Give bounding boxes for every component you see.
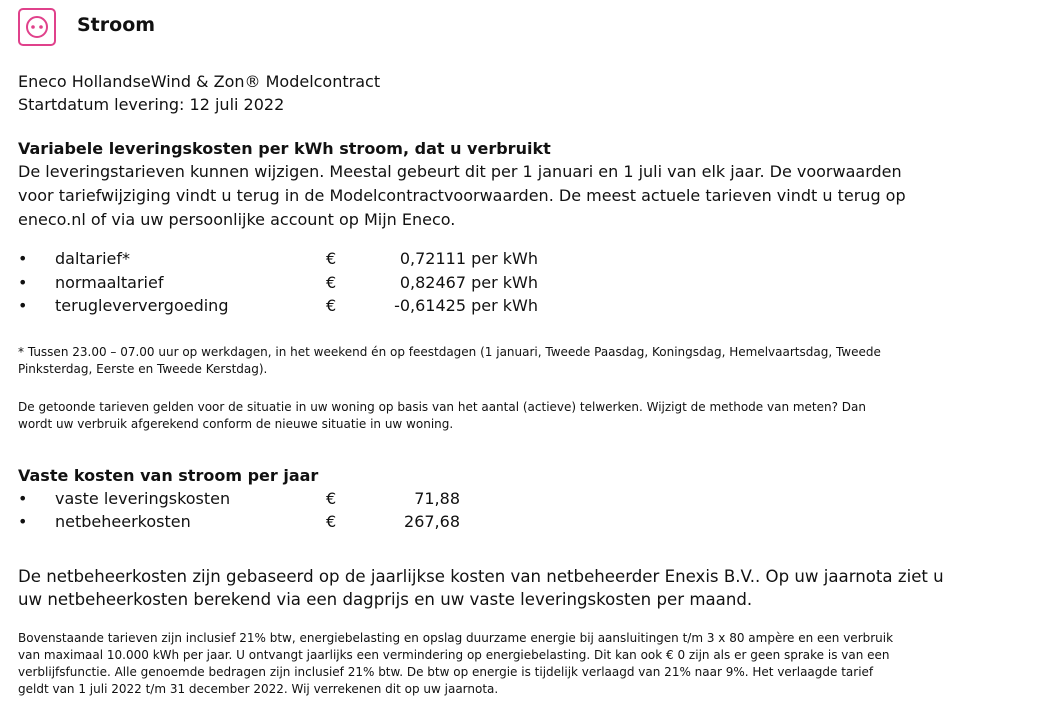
fixed-cost-label: vaste leveringskosten bbox=[55, 489, 231, 508]
rate-label: normaaltarief bbox=[55, 273, 164, 292]
page-title: Stroom bbox=[77, 14, 156, 36]
currency-symbol: € bbox=[326, 273, 337, 292]
fixed-cost-amount: 71,88 bbox=[414, 489, 460, 508]
bullet-icon: • bbox=[18, 512, 28, 531]
power-socket-icon bbox=[18, 8, 56, 46]
footnote-line: Pinksterdag, Eerste en Tweede Kerstdag). bbox=[18, 362, 268, 376]
rate-label: daltarief* bbox=[55, 249, 130, 268]
intro-line: voor tariefwijziging vindt u terug in de Modelcontractvoorwaarden. De meest actuele tarieven vindt u terug op bbox=[18, 186, 906, 205]
bullet-icon: • bbox=[18, 489, 28, 508]
bullet-icon: • bbox=[18, 273, 28, 292]
variable-costs-heading: Variabele leveringskosten per kWh stroom, dat u verbruikt bbox=[18, 139, 551, 158]
rate-amount: 0,72111 per kWh bbox=[399, 249, 538, 268]
intro-line: eneco.nl of via uw persoonlijke account op Mijn Eneco. bbox=[18, 210, 456, 229]
meter-note-line: De getoonde tarieven gelden voor de situatie in uw woning op basis van het aantal (actieve) telwerken. Wijzigt de methode van meten? Dan bbox=[18, 400, 867, 414]
fixed-cost-amount: 267,68 bbox=[404, 512, 460, 531]
footnote-line: * Tussen 23.00 – 07.00 uur op werkdagen, in het weekend én op feestdagen (1 januari, Tweede Paasdag, Koningsdag, Hemelvaartsdag, Tweede bbox=[18, 345, 881, 359]
intro-line: De leveringstarieven kunnen wijzigen. Meestal gebeurt dit per 1 januari en 1 juli van elk jaar. De voorwaarden bbox=[18, 162, 902, 181]
meter-note-line: wordt uw verbruik afgerekend conform de nieuwe situatie in uw woning. bbox=[18, 417, 454, 431]
currency-symbol: € bbox=[326, 296, 337, 315]
tax-note-line: Bovenstaande tarieven zijn inclusief 21% btw, energiebelasting en opslag duurzame energie bij aansluitingen t/m 3 x 80 ampère en een verbruik bbox=[18, 631, 894, 645]
fixed-cost-label: netbeheerkosten bbox=[55, 512, 191, 531]
tax-note-line: verblijfsfunctie. Alle genoemde bedragen zijn inclusief 21% btw. De btw op energie is tijdelijk verlaagd van 21% naar 9%. Het verlaagde tarief bbox=[18, 665, 874, 679]
currency-symbol: € bbox=[326, 512, 337, 531]
tax-note-line: geldt van 1 juli 2022 t/m 31 december 2022. Wij verrekenen dit op uw jaarnota. bbox=[18, 682, 499, 696]
rate-amount: 0,82467 per kWh bbox=[399, 273, 538, 292]
tax-note-line: van maximaal 10.000 kWh per jaar. U ontvangt jaarlijks een vermindering op energiebelasting. Dit kan ook € 0 zijn als er geen sprake is van een bbox=[18, 648, 890, 662]
currency-symbol: € bbox=[326, 249, 337, 268]
grid-note-line: uw netbeheerkosten berekend via een dagprijs en uw vaste leveringskosten per maand. bbox=[18, 590, 753, 609]
currency-symbol: € bbox=[326, 489, 337, 508]
grid-note-line: De netbeheerkosten zijn gebaseerd op de jaarlijkse kosten van netbeheerder Enexis B.V.. Op uw jaarnota ziet u bbox=[18, 567, 944, 586]
contract-name: Eneco HollandseWind & Zon® Modelcontract bbox=[18, 72, 381, 91]
fixed-costs-heading: Vaste kosten van stroom per jaar bbox=[18, 466, 319, 485]
bullet-icon: • bbox=[18, 296, 28, 315]
rate-amount: -0,61425 per kWh bbox=[394, 296, 538, 315]
rate-label: terugleververgoeding bbox=[55, 296, 229, 315]
start-date: Startdatum levering: 12 juli 2022 bbox=[18, 95, 285, 114]
bullet-icon: • bbox=[18, 249, 28, 268]
